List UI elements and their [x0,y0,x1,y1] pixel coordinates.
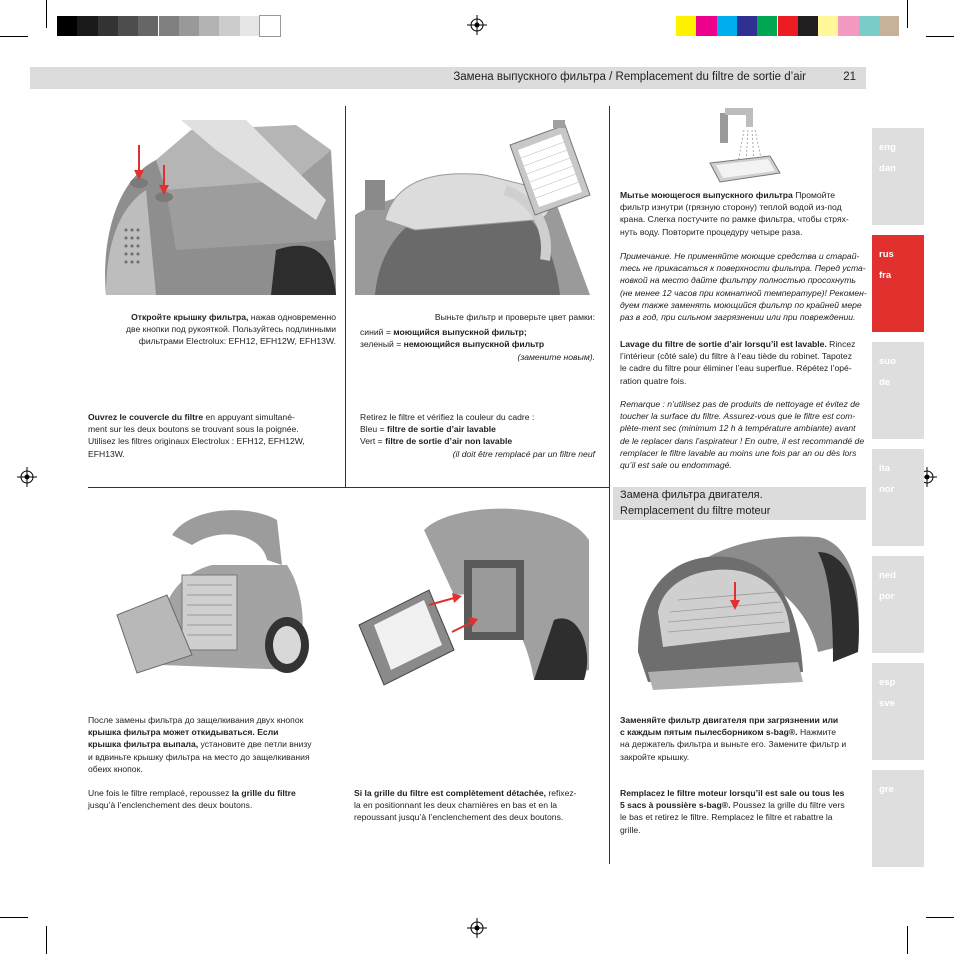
note-line: новкой на место дайте фильтру полностью просохнуть [620,275,856,286]
filter-washing-illustration [700,108,790,183]
color-swatch [818,16,838,36]
step1-ru-text: Откройте крышку фильтра, нажав одновременно две кнопки под рукояткой. Пользуйтесь подлинными фильтрами Electrolux: EFH12, EFH12W, EFH13W. [125,312,336,347]
note-line: дуем также заменять моющийся фильтр по крайней мере [620,299,862,310]
note-line: тесь не прикасаться к поверхности фильтра. Перед уста- [620,263,866,274]
step3-ru-text: Мытье моющегося выпускного фильтра Промойте фильтр изнутри (грязную сторону) теплой водой из-под крана. Слегка постучите по рамке фильтра, чтобы стрях- нуть воду. Повторите процедуру четыре раза. [620,190,849,237]
step3-fr-text: Lavage du filtre de sortie d’air lorsqu’il est lavable. Rincez l’intérieur (côté sale) du filtre à l’eau tiède du robinet. Tapotez le cadre du filtre pour éliminer l’eau superflue. Répétez l’opé- ration quatre fois. [620,339,856,386]
color-swatch [859,16,879,36]
language-code: fra [879,270,892,281]
vacuum-filter-cover-illustration [96,120,336,295]
step1-fr-text: Ouvrez le couvercle du filtre en appuyant simultané- ment sur les deux boutons se trouvant sous la poignée. Utilisez les filtres originaux Electrolux : EFH12, EFH12W, EFH13W. [88,412,305,459]
language-code: ned [879,570,896,581]
gray-swatch [98,16,118,36]
note-line: qu’il est sale ou endommagé. [620,460,732,471]
column-divider [345,106,346,487]
crop-mark [0,917,28,918]
gray-swatch [260,16,280,36]
crop-mark [926,36,954,37]
step3-fr-note [620,398,868,471]
gray-swatch [219,16,239,36]
language-code: esp [879,677,896,688]
step5-fr-text: Si la grille du filtre est complètement détachée, refixez- la en positionnant les deux charnières en bas et en la repoussant jusqu’à l’enclenchement des deux boutons. [354,788,577,823]
language-code: rus [879,249,894,260]
color-swatch [879,16,899,36]
crop-mark [926,917,954,918]
column-divider [609,106,610,864]
language-code: ita [879,463,891,474]
gray-swatch [118,16,138,36]
color-swatch [757,16,777,36]
row-divider [88,487,609,488]
note-line: Remarque : n’utilisez pas de produits de nettoyage et évitez de [620,399,860,409]
note-line: toucher la surface du filtre. Assurez-vous que le filtre est com- [620,411,856,422]
note-line: Примечание. Не применяйте моющие средства и старай- [620,251,860,261]
crop-mark [0,36,28,37]
motor-section-title: Замена фильтра двигателя. Remplacement du filtre moteur [613,487,866,520]
language-tab-suo-de[interactable] [872,342,924,439]
filter-removal-illustration [355,120,600,295]
language-tab-gre[interactable] [872,770,924,867]
filter-grille-closing-illustration [112,505,312,675]
language-tab-eng-dan[interactable] [872,128,924,225]
color-swatch [676,16,696,36]
gray-swatch [57,16,77,36]
language-code: nor [879,484,895,495]
color-swatch [737,16,757,36]
registration-mark-icon [467,918,487,938]
grille-reattach-illustration [354,500,594,690]
registration-mark-icon [467,15,487,35]
step4-ru-text: После замены фильтра до защелкивания двух кнопок крышка фильтра может откидываться. Если крышка фильтра выпала, установите две петли внизу и вдвиньте крышку фильтра на место до защелкивания обеих кнопок. [88,715,312,774]
crop-mark [46,926,47,954]
crop-mark [907,0,908,28]
language-code: suo [879,356,896,367]
step6-fr-text: Remplacez le filtre moteur lorsqu’il est sale ou tous les 5 sacs à poussière s-bag®. Poussez la grille du filtre vers le bas et retirez le filtre. Remplacez le filtre et rabattre la grille. [620,788,845,835]
color-swatch [798,16,818,36]
note-line: de le replacer dans l’aspirateur ! En outre, il est recommandé de [620,435,865,446]
note-line: remplacer le filtre lavable au moins une fois par an ou dès lors [620,447,857,458]
gray-swatch [77,16,97,36]
gray-swatch [240,16,260,36]
crop-mark [907,926,908,954]
note-line: plète-ment sec (minimum 12 h à température ambiante) avant [620,423,856,434]
page-number: 21 [843,71,856,83]
gray-swatch [199,16,219,36]
note-line: (не менее 12 часов при комнатной температуре)! Рекомен- [620,287,867,298]
language-tab-ita-nor[interactable] [872,449,924,546]
language-tab-rus-fra[interactable] [872,235,924,332]
step2-fr-text: Retirez le filtre et vérifiez la couleur du cadre : Bleu = filtre de sortie d’air lavable Vert = filtre de sortie d’air non lavable (il doit être remplacé par un filtre neuf [360,412,595,459]
color-swatch [838,16,858,36]
language-code: gre [879,784,894,795]
page-header [30,67,866,89]
gray-swatch [138,16,158,36]
step6-ru-text: Заменяйте фильтр двигателя при загрязнении или с каждым пятым пылесборником s-bag®. Нажмите на держатель фильтра и выньте его. Замените фильтр и закройте крышку. [620,715,847,762]
step3-ru-note [620,250,868,323]
language-tab-esp-sve[interactable] [872,663,924,760]
step4-fr-text: Une fois le filtre remplacé, repoussez la grille du filtre jusqu’à l’enclenchement des deux boutons. [88,788,296,811]
language-code: eng [879,142,896,153]
gray-swatch [179,16,199,36]
language-code: sve [879,698,895,709]
motor-filter-illustration [618,522,863,690]
gray-swatch [159,16,179,36]
language-code: por [879,591,895,602]
language-code: de [879,377,891,388]
language-tab-ned-por[interactable] [872,556,924,653]
registration-mark-icon [17,467,37,487]
note-line: раз в год, при сильном загрязнении или при повреждении. [620,312,856,323]
step2-ru-text: Выньте фильтр и проверьте цвет рамки: синий = моющийся выпускной фильтр; зеленый = немоющийся выпускной фильтр (замените новым). [360,312,595,362]
color-swatch [696,16,716,36]
color-swatch [778,16,798,36]
language-code: dan [879,163,896,174]
color-swatch [717,16,737,36]
crop-mark [46,0,47,28]
page-title: Замена выпускного фильтра / Remplacement du filtre de sortie d’air [453,71,806,83]
